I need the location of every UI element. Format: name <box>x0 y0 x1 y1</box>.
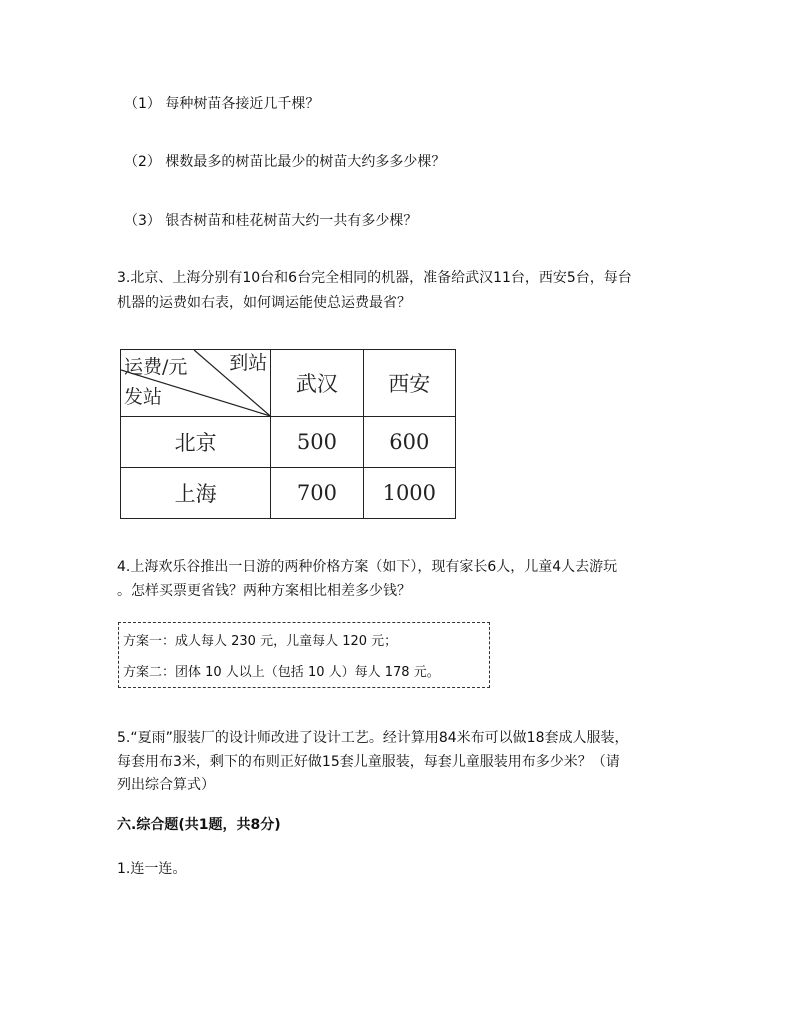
problem-4-text-line-1: 4.上海欢乐谷推出一日游的两种价格方案（如下），现有家长6人，儿童4人去游玩 <box>117 559 618 575</box>
pricing-plan-1: 方案一：成人每人 230 元，儿童每人 120 元； <box>123 634 398 649</box>
freight-cost-table <box>120 349 456 519</box>
pricing-plans-box <box>118 622 490 688</box>
table-corner-header <box>121 350 271 417</box>
section-6-heading: 六.综合题(共1题，共8分) <box>117 817 281 833</box>
question-1: （1） 每种树苗各接近几千棵？ <box>124 96 320 112</box>
column-header-xian: 西安 <box>363 350 455 417</box>
table-cell: 500 <box>271 417 363 468</box>
table-row <box>121 417 456 468</box>
question-3: （3） 银杏树苗和桂花树苗大约一共有多少棵？ <box>124 213 418 229</box>
problem-3-text-line-1: 3.北京、上海分别有10台和6台完全相同的机器，准备给武汉11台，西安5台，每台 <box>117 270 632 286</box>
row-header-beijing: 北京 <box>121 417 271 468</box>
problem-5-text-line-2: 每套用布3米，剩下的布则正好做15套儿童服装，每套儿童服装用布多少米？（请 <box>117 754 620 770</box>
corner-label-freight: 运费/元 <box>124 356 188 378</box>
question-2: （2） 棵数最多的树苗比最少的树苗大约多多少棵？ <box>124 154 446 170</box>
table-row <box>121 468 456 519</box>
problem-5-text-line-3: 列出综合算式） <box>117 777 215 793</box>
corner-label-origin: 发站 <box>124 386 163 408</box>
corner-label-destination: 到站 <box>229 352 268 374</box>
table-cell: 700 <box>271 468 363 519</box>
problem-4-text-line-2: 。怎样买票更省钱？两种方案相比相差多少钱？ <box>117 583 411 599</box>
problem-3-text-line-2: 机器的运费如右表，如何调运能使总运费最省？ <box>117 295 411 311</box>
table-cell: 600 <box>363 417 455 468</box>
column-header-wuhan: 武汉 <box>271 350 363 417</box>
row-header-shanghai: 上海 <box>121 468 271 519</box>
section-6-item-1: 1.连一连。 <box>117 861 187 877</box>
problem-5-text-line-1: 5.“夏雨”服装厂的设计师改进了设计工艺。经计算用84米布可以做18套成人服装， <box>117 730 629 746</box>
table-cell: 1000 <box>363 468 455 519</box>
pricing-plan-2: 方案二：团体 10 人以上（包括 10 人）每人 178 元。 <box>123 665 440 680</box>
